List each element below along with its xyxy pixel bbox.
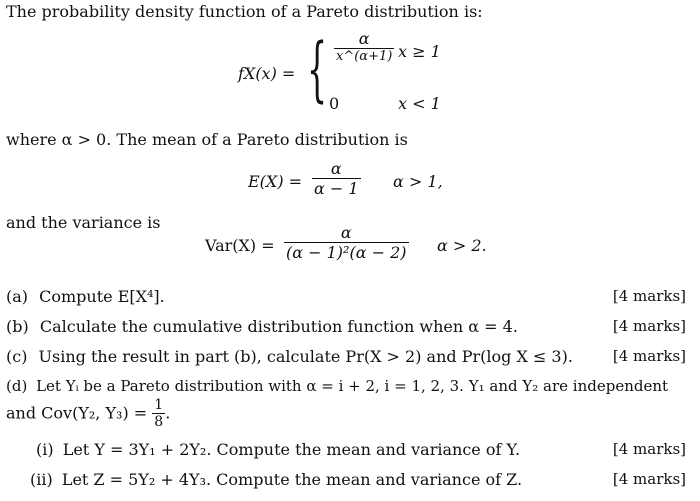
question-a-label: (a)	[6, 287, 29, 306]
pdf-case1-fraction	[334, 30, 394, 65]
mean-den: α − 1	[314, 179, 359, 199]
subquestion-ii-label: (ii)	[30, 470, 53, 489]
question-b-text: Calculate the cumulative distribution function when α = 4.	[39, 317, 518, 336]
question-b-label: (b)	[6, 317, 29, 336]
question-d	[6, 377, 668, 395]
question-b-marks: [4 marks]	[612, 317, 686, 335]
subquestion-i-text: Let Y = 3Y₁ + 2Y₂. Compute the mean and variance of Y.	[62, 440, 521, 459]
mean-intro-text: where α > 0. The mean of a Pareto distribution is	[6, 130, 408, 149]
subquestion-ii-marks: [4 marks]	[612, 470, 686, 488]
question-a-text: Compute E[X⁴].	[39, 287, 165, 306]
question-a	[6, 287, 165, 306]
variance-den: (α − 1)²(α − 2)	[286, 243, 407, 263]
subquestion-i-marks: [4 marks]	[612, 440, 686, 458]
variance-fraction	[284, 224, 409, 263]
mean-num: α	[312, 160, 361, 179]
variance-lhs: Var(X) =	[205, 236, 275, 255]
pdf-lhs: fX(x) =	[238, 64, 296, 83]
variance-num: α	[284, 224, 409, 243]
subquestion-ii	[30, 470, 522, 489]
question-b	[6, 317, 518, 336]
question-d-frac-den: 8	[154, 414, 164, 431]
left-brace: {	[307, 28, 328, 110]
question-c-label: (c)	[6, 347, 28, 366]
pdf-case1-num: α	[334, 30, 394, 49]
pdf-case2-condition: x < 1	[398, 94, 441, 113]
pdf-case1-condition: x ≥ 1	[398, 42, 441, 61]
question-c-marks: [4 marks]	[612, 347, 686, 365]
question-d-label: (d)	[6, 377, 28, 395]
subquestion-i-label: (i)	[36, 440, 54, 459]
question-d-continuation	[6, 397, 170, 431]
question-d-cont: and Cov(Y₂, Y₃) =	[6, 403, 148, 423]
mean-fraction	[312, 160, 361, 199]
intro-text: The probability density function of a Pareto distribution is:	[6, 2, 483, 21]
question-c	[6, 347, 573, 366]
question-a-marks: [4 marks]	[612, 287, 686, 305]
pdf-case2-value: 0	[329, 94, 340, 113]
mean-lhs: E(X) =	[248, 172, 303, 191]
mean-condition: α > 1,	[393, 172, 443, 191]
question-d-text: Let Yᵢ be a Pareto distribution with α = i + 2, i = 1, 2, 3. Y₁ and Y₂ are independent	[36, 377, 669, 395]
subquestion-ii-text: Let Z = 5Y₂ + 4Y₃. Compute the mean and variance of Z.	[61, 470, 523, 489]
question-d-end: .	[165, 403, 171, 423]
pdf-case1-den: x^(α+1)	[336, 49, 393, 65]
subquestion-i	[36, 440, 520, 459]
variance-intro-text: and the variance is	[6, 213, 161, 232]
question-d-frac-num: 1	[154, 397, 164, 413]
question-c-text: Using the result in part (b), calculate Pr(X > 2) and Pr(log X ≤ 3).	[38, 347, 573, 366]
variance-condition: α > 2.	[437, 236, 487, 255]
